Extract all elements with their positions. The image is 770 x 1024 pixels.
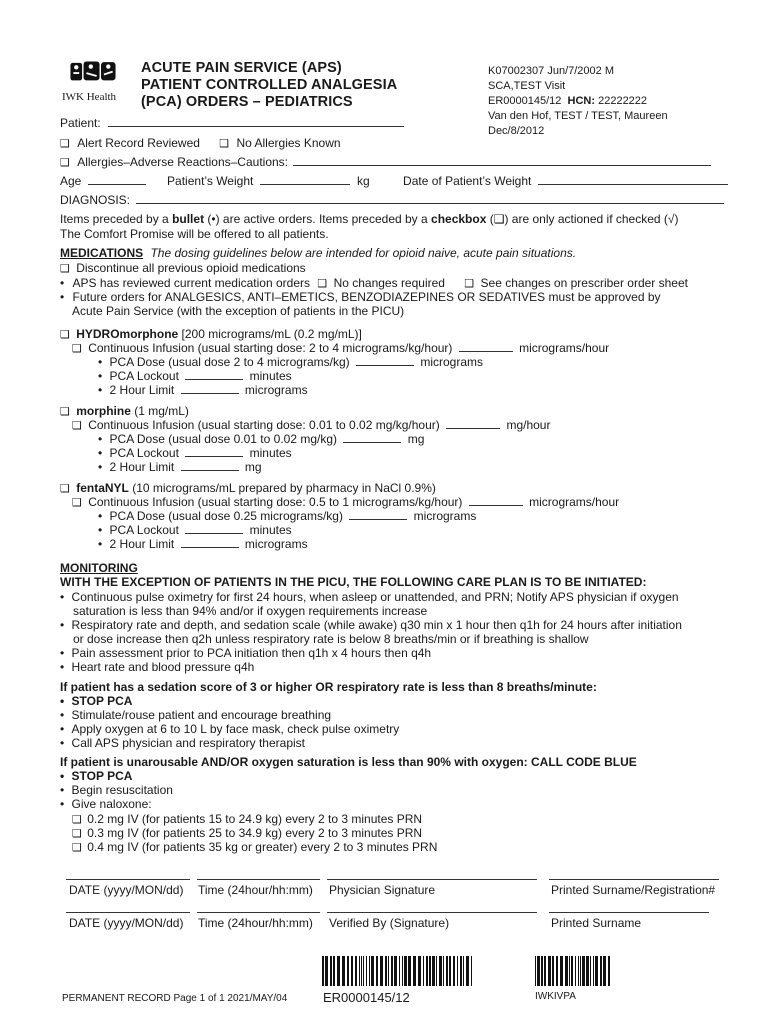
- monitoring-heading: MONITORING: [60, 561, 138, 575]
- med-discontinue-row: ❑ Discontinue all previous opioid medications: [60, 261, 306, 275]
- date-sign-line-2[interactable]: [66, 912, 190, 913]
- date-sign-line-1[interactable]: [66, 879, 190, 880]
- fentanyl-limit-field[interactable]: [181, 537, 239, 548]
- fentanyl-heading-row: ❑ fentaNYL (10 micrograms/mL prepared by pharmacy in NaCl 0.9%): [60, 481, 436, 495]
- monitoring-b3: • Pain assessment prior to PCA initiation then q1h x 4 hours then q4h: [60, 646, 432, 660]
- form-title-line2: PATIENT CONTROLLED ANALGESIA: [141, 77, 398, 93]
- age-field[interactable]: [88, 174, 146, 185]
- unarousable-u1: • STOP PCA: [60, 769, 133, 783]
- allergies-field[interactable]: [293, 155, 711, 166]
- hydro-lockout-row: • PCA Lockout minutes: [98, 369, 292, 383]
- patient-date: Dec/8/2012: [488, 125, 545, 137]
- hydro-limit-row: • 2 Hour Limit micrograms: [98, 383, 308, 397]
- patient-row: [60, 116, 404, 130]
- checkbox-icon[interactable]: ❑: [72, 813, 82, 826]
- physician-signature-label: Physician Signature: [329, 883, 436, 897]
- barcode-icon: [535, 956, 611, 986]
- fentanyl-dose-row: • PCA Dose (usual dose 0.25 micrograms/kg) micrograms: [98, 509, 477, 523]
- fentanyl-lockout-field[interactable]: [185, 523, 243, 534]
- time-sign-line-1[interactable]: [197, 879, 320, 880]
- sedation-s4: • Call APS physician and respiratory therapist: [60, 736, 305, 750]
- printed-surname-label: Printed Surname: [551, 916, 642, 930]
- morphine-lockout-row: • PCA Lockout minutes: [98, 446, 292, 460]
- barcode-icon: [322, 956, 474, 986]
- no-allergies-label: No Allergies Known: [236, 136, 341, 150]
- morphine-infusion-row: ❑ Continuous Infusion (usual starting dose: 0.01 to 0.02 mg/kg/hour) mg/hour: [72, 418, 551, 432]
- medications-heading: MEDICATIONS: [60, 246, 144, 260]
- checkbox-icon[interactable]: ❑: [72, 827, 82, 840]
- verified-signature-line[interactable]: [327, 912, 537, 913]
- sedation-heading: If patient has a sedation score of 3 or higher OR respiratory rate is less than 8 breaths/minute:: [60, 680, 597, 694]
- checkbox-icon[interactable]: ❑: [60, 405, 70, 418]
- intro-line1: Items preceded by a bullet (•) are active orders. Items preceded by a checkbox (❑) are only actioned if checked (√): [60, 212, 679, 226]
- time-sign-line-2[interactable]: [197, 912, 320, 913]
- allergies-label: Allergies–Adverse Reactions–Cautions:: [77, 155, 288, 169]
- medications-note: The dosing guidelines below are intended for opioid naive, acute pain situations.: [150, 246, 577, 260]
- unarousable-u3: • Give naloxone:: [60, 797, 152, 811]
- checkbox-icon[interactable]: ❑: [60, 262, 70, 275]
- patient-er-hcn: ER0000145/12 HCN: 22222222: [488, 95, 648, 107]
- morphine-dose-field[interactable]: [343, 432, 401, 443]
- sedation-s3: • Apply oxygen at 6 to 10 L by face mask, check pulse oximetry: [60, 722, 400, 736]
- med-future-row: • Future orders for ANALGESICS, ANTI–EMETICS, BENZODIAZEPINES OR SEDATIVES must be approved by: [60, 290, 661, 304]
- footer-record: PERMANENT RECORD Page 1 of 1 2021/MAY/04: [62, 993, 288, 1004]
- patient-name: Van den Hof, TEST / TEST, Maureen: [488, 110, 668, 122]
- hydro-heading-row: ❑ HYDROmorphone [200 micrograms/mL (0.2 mg/mL)]: [60, 327, 362, 341]
- unarousable-u2: • Begin resuscitation: [60, 783, 173, 797]
- morphine-limit-row: • 2 Hour Limit mg: [98, 460, 262, 474]
- hydro-dose-row: • PCA Dose (usual dose 2 to 4 micrograms/kg) micrograms: [98, 355, 484, 369]
- date-label-2: DATE (yyyy/MON/dd): [69, 916, 184, 930]
- unarousable-heading: If patient is unarousable AND/OR oxygen saturation is less than 90% with oxygen: CALL CODE BLUE: [60, 755, 637, 769]
- morphine-dose-row: • PCA Dose (usual dose 0.01 to 0.02 mg/kg) mg: [98, 432, 425, 446]
- printed-surname-line[interactable]: [549, 912, 709, 913]
- printed-surname-reg-label: Printed Surname/Registration#: [551, 883, 716, 897]
- sedation-s2: • Stimulate/rouse patient and encourage breathing: [60, 708, 332, 722]
- checkbox-icon[interactable]: ❑: [219, 137, 230, 150]
- monitoring-b1: • Continuous pulse oximetry for first 24 hours, when asleep or unattended, and PRN; Notify APS physician if oxygen: [60, 590, 679, 604]
- hydro-infusion-row: ❑ Continuous Infusion (usual starting dose: 2 to 4 micrograms/kg/hour) micrograms/hour: [72, 341, 610, 355]
- monitoring-b2: • Respiratory rate and depth, and sedation scale (while awake) q30 min x 1 hour then q1h for 24 hours after initiation: [60, 618, 682, 632]
- logo-wordmark: IWK Health: [62, 91, 117, 103]
- naloxone-n3: ❑ 0.4 mg IV (for patients 35 kg or greater) every 2 to 3 minutes PRN: [72, 840, 438, 854]
- allergy-check-row: [60, 136, 341, 150]
- patient-id-line: K07002307 Jun/7/2002 M: [488, 65, 614, 77]
- fentanyl-limit-row: • 2 Hour Limit micrograms: [98, 537, 308, 551]
- kg-label: kg: [357, 174, 370, 188]
- morphine-infusion-field[interactable]: [446, 418, 500, 429]
- checkbox-icon[interactable]: ❑: [72, 496, 82, 509]
- checkbox-icon[interactable]: ❑: [72, 841, 82, 854]
- age-weight-row: [60, 174, 728, 188]
- fentanyl-dose-field[interactable]: [349, 509, 407, 520]
- checkbox-icon[interactable]: ❑: [60, 156, 70, 169]
- naloxone-n2: ❑ 0.3 mg IV (for patients 25 to 34.9 kg) every 2 to 3 minutes PRN: [72, 826, 423, 840]
- checkbox-icon[interactable]: ❑: [60, 328, 70, 341]
- hydro-dose-field[interactable]: [356, 355, 414, 366]
- patient-label: Patient:: [60, 116, 101, 130]
- patient-visit: SCA,TEST Visit: [488, 80, 566, 92]
- fentanyl-infusion-field[interactable]: [469, 495, 523, 506]
- physician-signature-line[interactable]: [327, 879, 537, 880]
- time-label-2: Time (24hour/hh:mm): [198, 916, 313, 930]
- monitoring-b2b: or dose increase then q2h unless respiratory rate is below 8 breaths/min or if breathing is shallow: [73, 632, 589, 646]
- diagnosis-field[interactable]: [136, 193, 724, 204]
- checkbox-icon[interactable]: ❑: [72, 419, 82, 432]
- footer-form-code: IWKIVPA: [535, 991, 576, 1002]
- sedation-s1: • STOP PCA: [60, 694, 133, 708]
- fentanyl-lockout-row: • PCA Lockout minutes: [98, 523, 292, 537]
- checkbox-icon[interactable]: ❑: [60, 137, 70, 150]
- monitoring-b1b: saturation is less than 94% and/or if oxygen requirements increase: [73, 604, 428, 618]
- iwk-logo-icon: [60, 60, 126, 92]
- diagnosis-row: [60, 193, 724, 207]
- morphine-lockout-field[interactable]: [185, 446, 243, 457]
- naloxone-n1: ❑ 0.2 mg IV (for patients 15 to 24.9 kg) every 2 to 3 minutes PRN: [72, 812, 423, 826]
- checkbox-icon[interactable]: ❑: [60, 482, 70, 495]
- weight-field[interactable]: [260, 174, 350, 185]
- checkbox-icon[interactable]: ❑: [317, 277, 328, 290]
- allergies-row: [60, 155, 711, 169]
- weight-date-field[interactable]: [538, 174, 728, 185]
- checkbox-icon[interactable]: ❑: [72, 342, 82, 355]
- alert-record-label: Alert Record Reviewed: [77, 136, 200, 150]
- checkbox-icon[interactable]: ❑: [464, 277, 475, 290]
- monitoring-b4: • Heart rate and blood pressure q4h: [60, 660, 255, 674]
- med-future-row2: Acute Pain Service (with the exception of patients in the PICU): [72, 304, 405, 318]
- hydro-infusion-field[interactable]: [459, 341, 513, 352]
- monitoring-subheading: WITH THE EXCEPTION OF PATIENTS IN THE PICU, THE FOLLOWING CARE PLAN IS TO BE INITIATED:: [60, 575, 647, 589]
- time-label-1: Time (24hour/hh:mm): [198, 883, 313, 897]
- hydro-lockout-field[interactable]: [185, 369, 243, 380]
- printed-surname-reg-line[interactable]: [549, 879, 719, 880]
- medications-heading-row: [60, 246, 576, 260]
- weight-date-label: Date of Patient’s Weight: [403, 174, 532, 188]
- age-label: Age: [60, 174, 82, 188]
- med-aps-row: • APS has reviewed current medication orders ❑ No changes required ❑ See changes on prescriber order sheet: [60, 276, 688, 290]
- hydro-limit-field[interactable]: [181, 383, 239, 394]
- form-title-line1: ACUTE PAIN SERVICE (APS): [141, 60, 342, 76]
- patient-field[interactable]: [108, 116, 404, 127]
- fentanyl-infusion-row: ❑ Continuous Infusion (usual starting dose: 0.5 to 1 micrograms/kg/hour) micrograms/hour: [72, 495, 620, 509]
- morphine-limit-field[interactable]: [181, 460, 239, 471]
- footer-er-number: ER0000145/12: [323, 990, 410, 1005]
- intro-line2: The Comfort Promise will be offered to all patients.: [60, 227, 329, 241]
- weight-label: Patient’s Weight: [167, 174, 254, 188]
- form-title-line3: (PCA) ORDERS – PEDIATRICS: [141, 94, 353, 110]
- verified-by-label: Verified By (Signature): [329, 916, 450, 930]
- morphine-heading-row: ❑ morphine (1 mg/mL): [60, 404, 189, 418]
- diagnosis-label: DIAGNOSIS:: [60, 193, 131, 207]
- date-label-1: DATE (yyyy/MON/dd): [69, 883, 184, 897]
